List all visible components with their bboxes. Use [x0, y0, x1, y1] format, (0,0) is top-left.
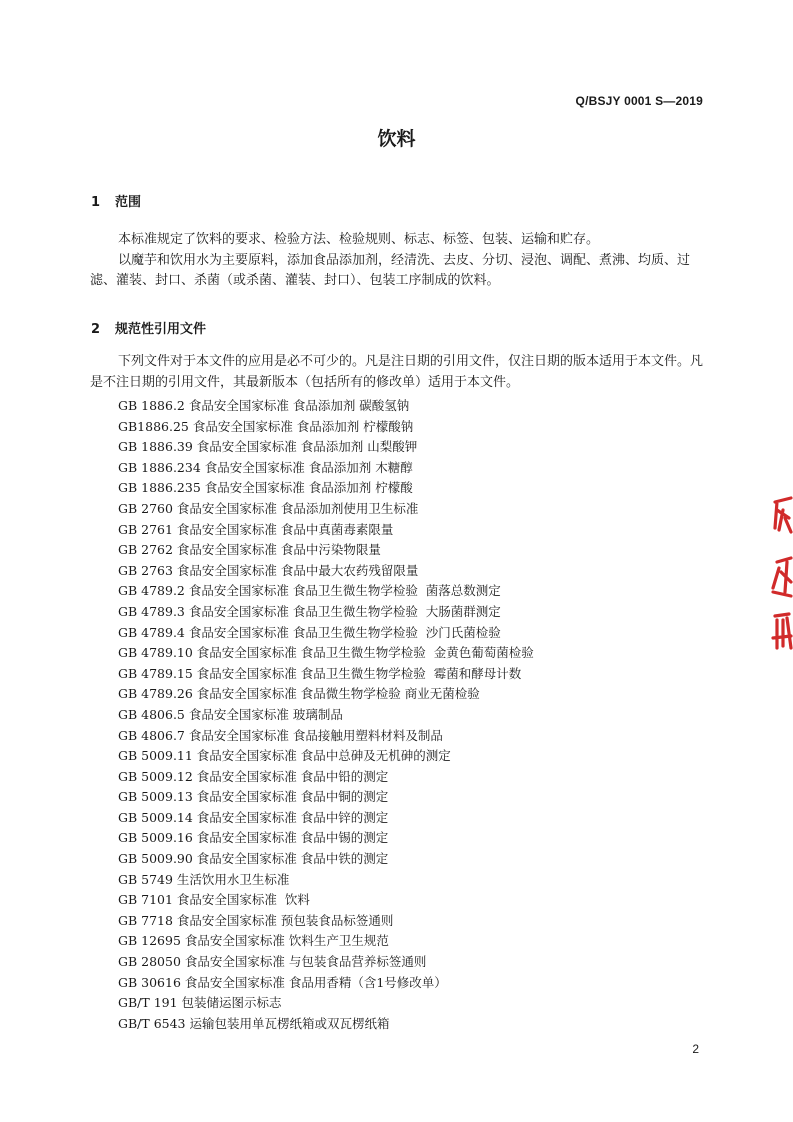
document-title: 饮料: [377, 128, 416, 150]
reference-item: GB 2760 食品安全国家标准 食品添加剂使用卫生标准: [118, 500, 419, 516]
reference-list: [118, 396, 534, 1034]
reference-item: GB 1886.234 食品安全国家标准 食品添加剂 木糖醇: [118, 459, 413, 475]
section-number: 1: [91, 195, 101, 210]
reference-item: GB 1886.39 食品安全国家标准 食品添加剂 山梨酸钾: [118, 439, 418, 455]
reference-item: GB 7101 食品安全国家标准 饮料: [118, 892, 310, 908]
reference-item: GB 4806.7 食品安全国家标准 食品接触用塑料材料及制品: [118, 727, 443, 743]
reference-item: GB 4789.26 食品安全国家标准 食品微生物学检验 商业无菌检验: [118, 686, 480, 702]
reference-item: GB/T 6543 运输包装用单瓦楞纸箱或双瓦楞纸箱: [118, 1015, 390, 1031]
reference-item: GB 5009.13 食品安全国家标准 食品中铜的测定: [118, 789, 389, 805]
section-number: 2: [91, 322, 101, 337]
reference-item: GB 4789.2 食品安全国家标准 食品卫生微生物学检验 菌落总数测定: [118, 583, 501, 599]
reference-item: GB 2762 食品安全国家标准 食品中污染物限量: [118, 542, 381, 558]
paragraph: 下列文件对于本文件的应用是必不可少的。凡是注日期的引用文件，仅注日期的版本适用于本文件。凡是不注日期的引用文件，其最新版本（包括所有的修改单）适用于本文件。: [90, 354, 704, 390]
section-1-body: [90, 230, 710, 292]
reference-item: GB 4806.5 食品安全国家标准 玻璃制品: [118, 706, 343, 722]
reference-item: GB 2761 食品安全国家标准 食品中真菌毒素限量: [118, 521, 394, 537]
reference-item: GB 7718 食品安全国家标准 预包装食品标签通则: [118, 912, 394, 928]
reference-item: GB 4789.15 食品安全国家标准 食品卫生微生物学检验 霉菌和酵母计数: [118, 665, 522, 681]
section-2-heading: [91, 318, 206, 337]
reference-item: GB 1886.235 食品安全国家标准 食品添加剂 柠檬酸: [118, 480, 413, 496]
reference-item: GB 1886.2 食品安全国家标准 食品添加剂 碳酸氢钠: [118, 398, 410, 413]
reference-item: GB 5009.90 食品安全国家标准 食品中铁的测定: [118, 851, 389, 867]
reference-item: GB 4789.4 食品安全国家标准 食品卫生微生物学检验 沙门氏菌检验: [118, 624, 501, 640]
reference-item: GB1886.25 食品安全国家标准 食品添加剂 柠檬酸钠: [118, 418, 414, 434]
reference-item: GB 28050 食品安全国家标准 与包装食品营养标签通则: [118, 954, 427, 970]
reference-item: GB/T 191 包装储运图示标志: [118, 995, 282, 1011]
reference-item: GB 30616 食品安全国家标准 食品用香精（含1号修改单）: [118, 974, 447, 990]
reference-item: GB 4789.10 食品安全国家标准 食品卫生微生物学检验 金黄色葡萄菌检验: [118, 645, 534, 661]
reference-item: GB 2763 食品安全国家标准 食品中最大农药残留限量: [118, 562, 419, 578]
reference-item: GB 5009.12 食品安全国家标准 食品中铅的测定: [118, 768, 389, 784]
reference-item: GB 12695 食品安全国家标准 饮料生产卫生规范: [118, 933, 389, 949]
paragraph: 以魔芋和饮用水为主要原料，添加食品添加剂，经清洗、去皮、分切、浸泡、调配、煮沸、均质、过滤、灌装、封口、杀菌（或杀菌、灌装、封口）、包装工序制成的饮料。: [90, 252, 691, 288]
section-1-heading: [91, 191, 141, 210]
reference-item: GB 4789.3 食品安全国家标准 食品卫生微生物学检验 大肠菌群测定: [118, 603, 501, 619]
section-title: 规范性引用文件: [115, 322, 207, 337]
document-code: Q/BSJY 0001 S—2019: [575, 94, 703, 108]
reference-item: GB 5009.11 食品安全国家标准 食品中总砷及无机砷的测定: [118, 748, 451, 764]
section-2-body: [90, 352, 710, 393]
paragraph: 本标准规定了饮料的要求、检验方法、检验规则、标志、标签、包装、运输和贮存。: [118, 232, 600, 247]
page-number: 2: [692, 1042, 699, 1056]
reference-item: GB 5009.16 食品安全国家标准 食品中锡的测定: [118, 830, 389, 846]
reference-item: GB 5749 生活饮用水卫生标准: [118, 871, 290, 887]
reference-item: GB 5009.14 食品安全国家标准 食品中锌的测定: [118, 809, 389, 825]
section-title: 范围: [115, 195, 142, 210]
seal-stamp-fragment: [765, 488, 793, 658]
